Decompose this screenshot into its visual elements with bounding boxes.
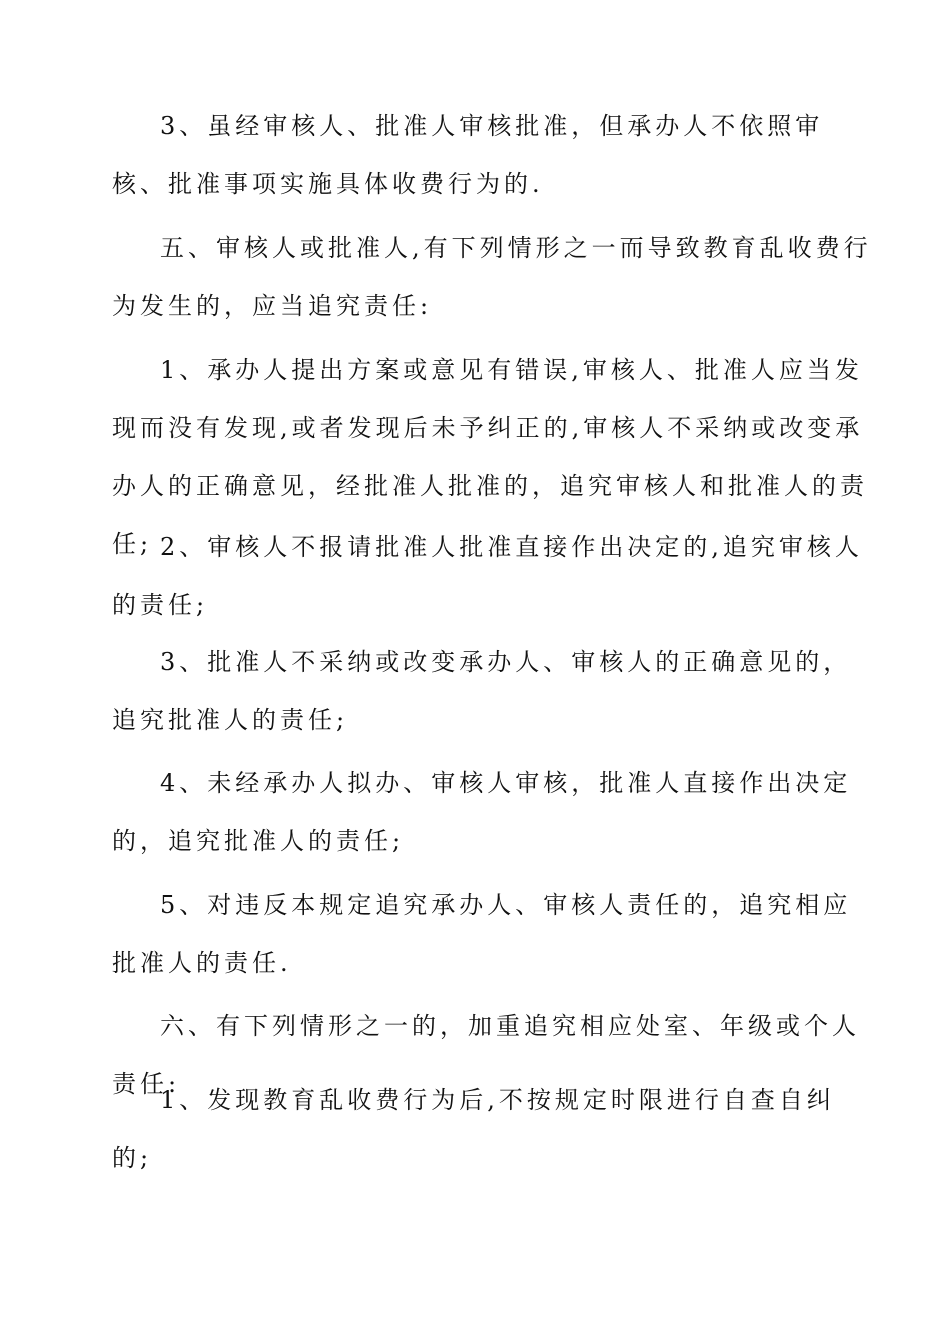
paragraph-item-3-unauthorized-fee: 3、虽经审核人、批准人审核批准，但承办人不依照审核、批准事项实施具体收费行为的. <box>112 112 824 198</box>
paragraph-section-6-heading: 六、有下列情形之一的，加重追究相应处室、年级或个人责任: <box>112 1012 860 1098</box>
paragraph-section-5-item-5: 5、对违反本规定追究承办人、审核人责任的，追究相应批准人的责任. <box>112 891 852 977</box>
paragraph-section-5-item-1: 1、承办人提出方案或意见有错误,审核人、批准人应当发现而没有发现,或者发现后未予纠正的,审核人不采纳或改变承办人的正确意见，经批准人批准的，追究审核人和批准人的责任; <box>112 356 868 558</box>
paragraph-section-6-item-1: 1、发现教育乱收费行为后,不按规定时限进行自查自纠的; <box>112 1086 835 1172</box>
paragraph-section-5-heading: 五、审核人或批准人,有下列情形之一而导致教育乱收费行为发生的，应当追究责任: <box>112 234 872 320</box>
paragraph-section-5-item-4: 4、未经承办人拟办、审核人审核，批准人直接作出决定的，追究批准人的责任; <box>112 769 852 855</box>
paragraph-section-5-item-3: 3、批准人不采纳或改变承办人、审核人的正确意见的，追究批准人的责任; <box>112 648 852 734</box>
paragraph-section-5-item-2: 2、审核人不报请批准人批准直接作出决定的,追究审核人的责任; <box>112 533 863 619</box>
